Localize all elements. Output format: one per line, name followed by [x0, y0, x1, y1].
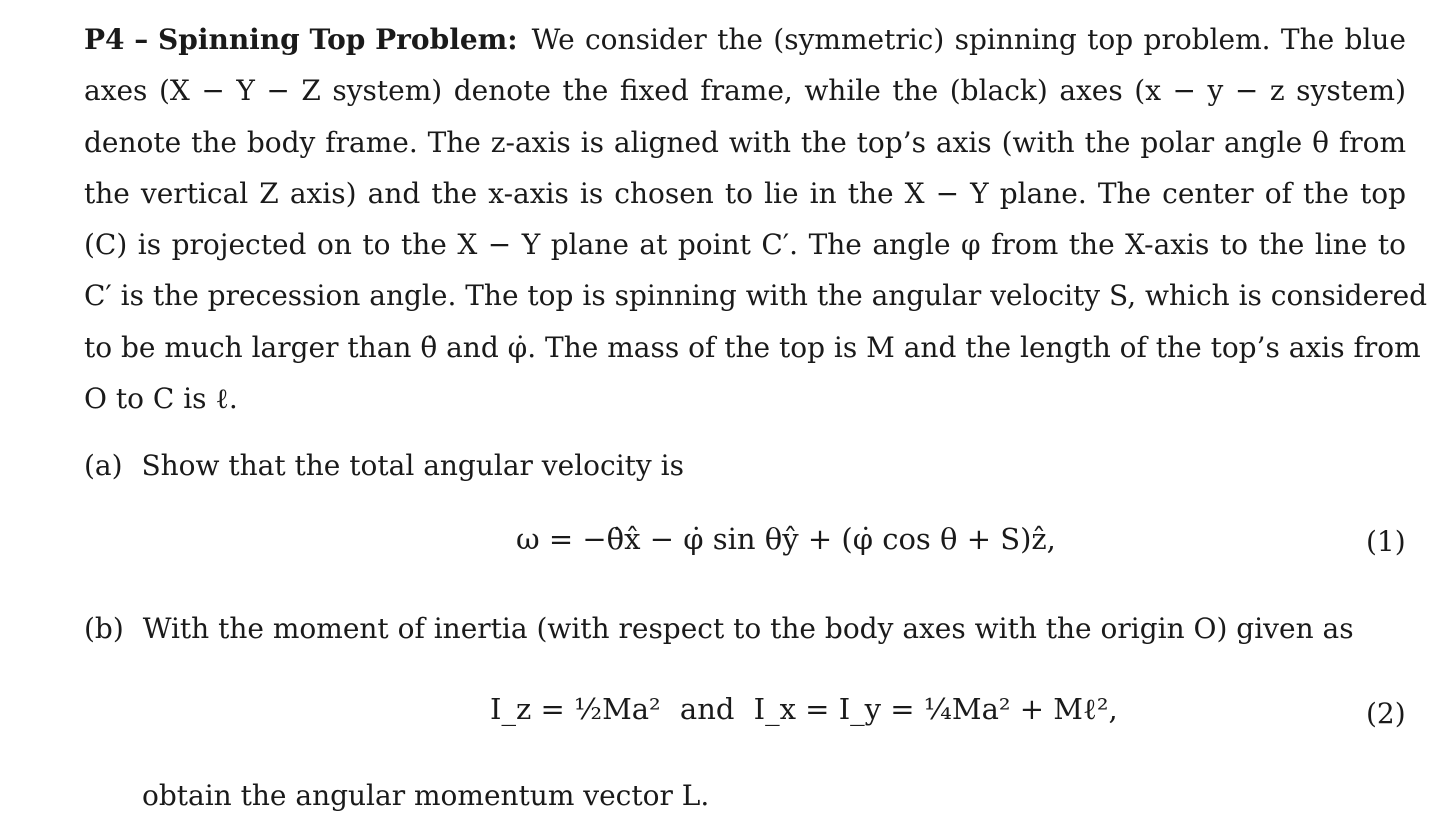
text-line: axes (X − Y − Z system) denote the fixed frame, while the (black) axes (x − y − z system) — [84, 74, 1406, 108]
text-line: denote the body frame. The z-axis is aligned with the top’s axis (with the polar angle θ from — [84, 125, 1406, 159]
equation-1-body: ω = −θ̇x̂ − φ̇ sin θŷ + (φ̇ cos θ + S)ẑ, — [516, 522, 1056, 556]
text-line-1 — [84, 14, 1406, 65]
equation-2-right: I_x = I_y = ¼Ma² + Mℓ², — [753, 692, 1118, 726]
equation-1-number: (1) — [1366, 525, 1406, 558]
text-line-2 — [84, 65, 1406, 116]
text-line-7 — [84, 322, 1421, 373]
equation-2 — [490, 692, 1118, 727]
problem-heading: P4 – Spinning Top Problem: — [84, 23, 518, 56]
equation-2-and: and — [679, 692, 735, 726]
text-line-6 — [84, 270, 1428, 321]
part-a-label: (a) — [84, 449, 123, 482]
text-line: the vertical Z axis) and the x-axis is chosen to lie in the X − Y plane. The center of the top — [84, 176, 1406, 210]
equation-1 — [516, 522, 1056, 556]
part-a-text: Show that the total angular velocity is — [141, 449, 684, 482]
part-b-followup-text: obtain the angular momentum vector L. — [142, 779, 710, 812]
text-line-3 — [84, 117, 1406, 168]
text-line-5 — [84, 219, 1406, 270]
text-line: O to C is ℓ. — [84, 382, 238, 416]
part-b-label: (b) — [84, 612, 124, 645]
text-line-4 — [84, 168, 1406, 219]
problem-statement — [84, 14, 1428, 424]
equation-2-left: I_z = ½Ma² — [490, 692, 661, 726]
part-b-followup — [142, 779, 709, 812]
equation-2-number: (2) — [1366, 697, 1406, 730]
text-line: We consider the (symmetric) spinning top problem. The blue — [531, 23, 1406, 56]
part-a — [84, 449, 684, 482]
problem-paragraph — [84, 14, 1428, 424]
text-line-8 — [84, 373, 1406, 424]
part-b — [84, 612, 1354, 645]
text-line: to be much larger than θ̇ and φ̇. The mass of the top is M and the length of the top’s axis from — [84, 330, 1421, 364]
text-line: C′ is the precession angle. The top is spinning with the angular velocity S, which is considered — [84, 279, 1428, 313]
text-line: (C) is projected on to the X − Y plane at point C′. The angle φ from the X-axis to the line to — [84, 228, 1406, 262]
part-b-text: With the moment of inertia (with respect to the body axes with the origin O) given as — [142, 612, 1354, 645]
